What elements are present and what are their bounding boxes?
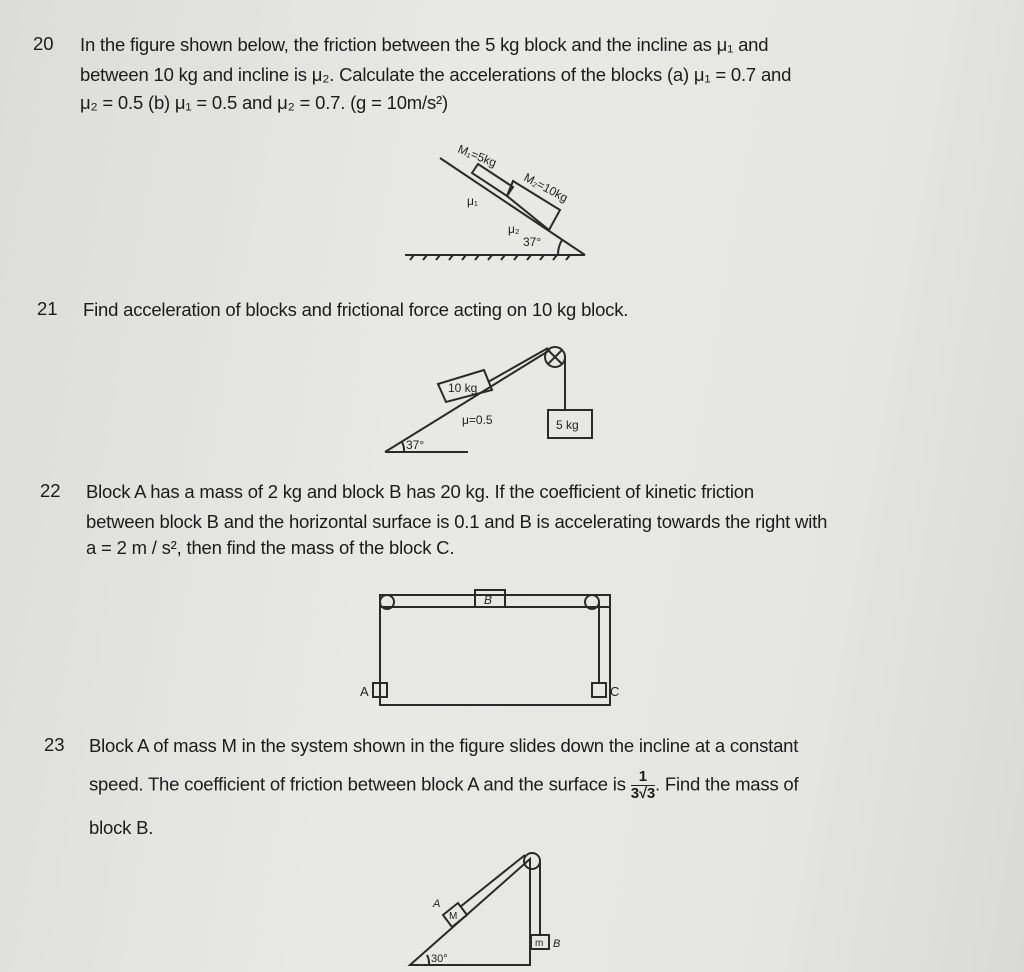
mu-label: μ=0.5 — [462, 413, 493, 427]
block-a-mass: M — [449, 911, 458, 922]
question-number: 22 — [40, 480, 61, 501]
text-line: block B. — [89, 817, 154, 838]
text-line: In the figure shown below, the friction between the 5 kg block and the incline as μ₁ and — [80, 34, 769, 55]
block-c-label: C — [610, 684, 620, 699]
figure-incline-two-blocks — [395, 130, 595, 280]
text-line: a = 2 m / s², then find the mass of the block C. — [86, 537, 455, 558]
mu2-label: μ₂ — [508, 222, 520, 236]
block-b-label: B — [553, 938, 561, 950]
question-number: 23 — [44, 734, 65, 755]
text-line: μ₂ = 0.5 (b) μ₁ = 0.5 and μ₂ = 0.7. (g = 10m/s²) — [80, 92, 448, 113]
block-b-label: B — [484, 593, 493, 607]
text-segment: speed. The coefficient of friction between block A and the surface is — [89, 773, 626, 795]
table — [380, 595, 610, 705]
angle-label: 30° — [431, 953, 448, 965]
angle-label: 37° — [406, 438, 425, 452]
fraction — [631, 769, 655, 802]
block-a-label: A — [433, 898, 441, 910]
incline-triangle — [410, 859, 530, 965]
figure-table-pulleys — [360, 585, 640, 715]
block-c — [592, 683, 606, 697]
string — [460, 855, 525, 907]
angle-arc — [427, 955, 429, 965]
text-line — [89, 769, 798, 802]
pulley-axle-icon — [548, 350, 562, 364]
block-a-label: A — [360, 684, 369, 699]
incline-surface — [440, 158, 585, 255]
text-line: Block A has a mass of 2 kg and block B has 20 kg. If the coefficient of kinetic friction — [86, 481, 754, 502]
block-10kg-label: 10 kg — [448, 381, 478, 395]
angle-arc — [402, 442, 404, 452]
block-5kg-label: 5 kg — [556, 418, 579, 432]
text-line: between 10 kg and incline is μ₂. Calculate the accelerations of the blocks (a) μ₁ = 0.7 and — [80, 64, 792, 85]
text-line: Block A of mass M in the system shown in the figure slides down the incline at a constant — [89, 735, 799, 756]
figure-incline-30 — [405, 845, 585, 970]
mu1-label: μ₁ — [467, 194, 478, 208]
angle-label: 37° — [523, 235, 542, 249]
m1-label: M₁=5kg — [455, 141, 499, 170]
fraction-numerator: 1 — [631, 769, 655, 786]
string — [488, 348, 548, 382]
incline-surface — [385, 350, 550, 452]
angle-arc — [558, 240, 562, 255]
block-b-mass: m — [535, 938, 544, 949]
text-segment: . Find the mass of — [655, 773, 799, 795]
figure-incline-pulley — [380, 340, 600, 465]
text-line: between block B and the horizontal surface is 0.1 and B is accelerating towards the right with — [86, 511, 828, 532]
fraction-denominator: 3√3 — [630, 785, 656, 802]
text-line: Find acceleration of blocks and frictional force acting on 10 kg block. — [83, 299, 629, 320]
question-number: 21 — [37, 298, 58, 319]
m2-label: M₂=10kg — [521, 170, 571, 206]
question-number: 20 — [33, 33, 54, 54]
